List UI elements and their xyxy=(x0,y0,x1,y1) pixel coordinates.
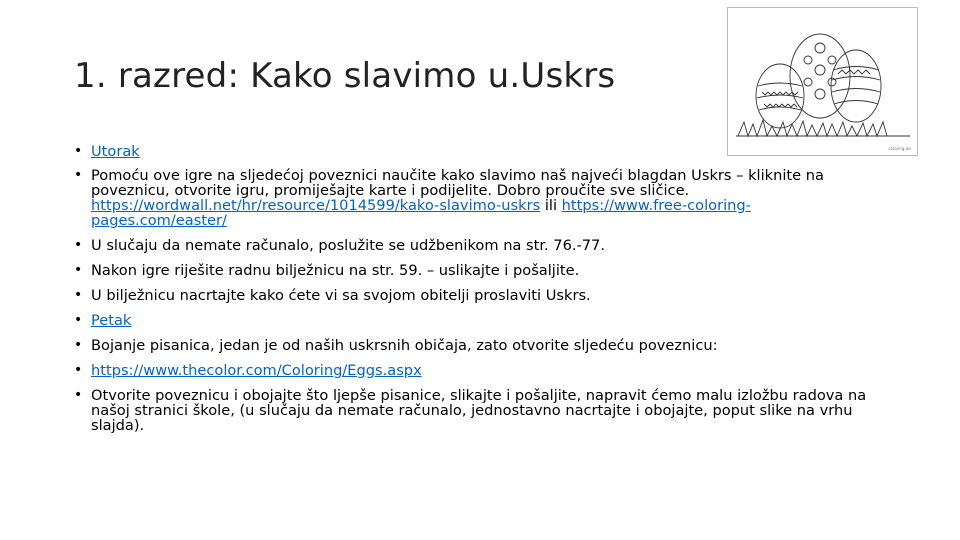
bullet-list xyxy=(72,144,877,443)
slide-title: 1. razred: Kako slavimo u.Uskrs xyxy=(74,56,616,96)
bullet-text: Pomoću ove igre na sljedećoj poveznici naučite kako slavimo naš najveći blagdan Uskrs – kliknite na poveznicu, otvorite igru, promiješajte karte i podijelite. Dobro proučite sve sličice. xyxy=(91,167,824,199)
bullet-item xyxy=(72,313,877,328)
bullet-item xyxy=(72,144,877,159)
link-utorak[interactable]: Utorak xyxy=(91,143,140,160)
bullet-item xyxy=(72,338,877,353)
link-free-coloring-pages[interactable]: https://www.free-coloring-pages.com/easter/ xyxy=(91,197,751,229)
bullet-item xyxy=(72,238,877,253)
image-credit: coloring.ws xyxy=(888,146,911,151)
bullet-item xyxy=(72,168,877,228)
bullet-item xyxy=(72,263,877,278)
link-petak[interactable]: Petak xyxy=(91,312,132,329)
link-wordwall[interactable]: https://wordwall.net/hr/resource/1014599/kako-slavimo-uskrs xyxy=(91,197,541,214)
bullet-text-or: ili xyxy=(540,197,562,214)
bullet-text: U slučaju da nemate računalo, poslužite se udžbenikom na str. 76.-77. xyxy=(91,237,605,254)
bullet-item xyxy=(72,363,877,378)
bullet-text: Otvorite poveznicu i obojajte što ljepše pisanice, slikajte i pošaljite, napravit ćemo malu izložbu radova na našoj stranici škole, (u slučaju da nemate računalo, jednostavno nacrtajte i obojajte, poput slike na vrhu slajda). xyxy=(91,387,867,434)
bullet-item xyxy=(72,388,877,433)
bullet-text: U bilježnicu nacrtajte kako ćete vi sa svojom obitelji proslaviti Uskrs. xyxy=(91,287,591,304)
bullet-item xyxy=(72,288,877,303)
easter-eggs-coloring-image xyxy=(727,7,918,156)
bullet-text: Bojanje pisanica, jedan je od naših uskrsnih običaja, zato otvorite sljedeću poveznicu: xyxy=(91,337,718,354)
bullet-text: Nakon igre riješite radnu bilježnicu na str. 59. – uslikajte i pošaljite. xyxy=(91,262,580,279)
link-thecolor-eggs[interactable]: https://www.thecolor.com/Coloring/Eggs.aspx xyxy=(91,362,422,379)
easter-eggs-icon xyxy=(728,8,917,155)
